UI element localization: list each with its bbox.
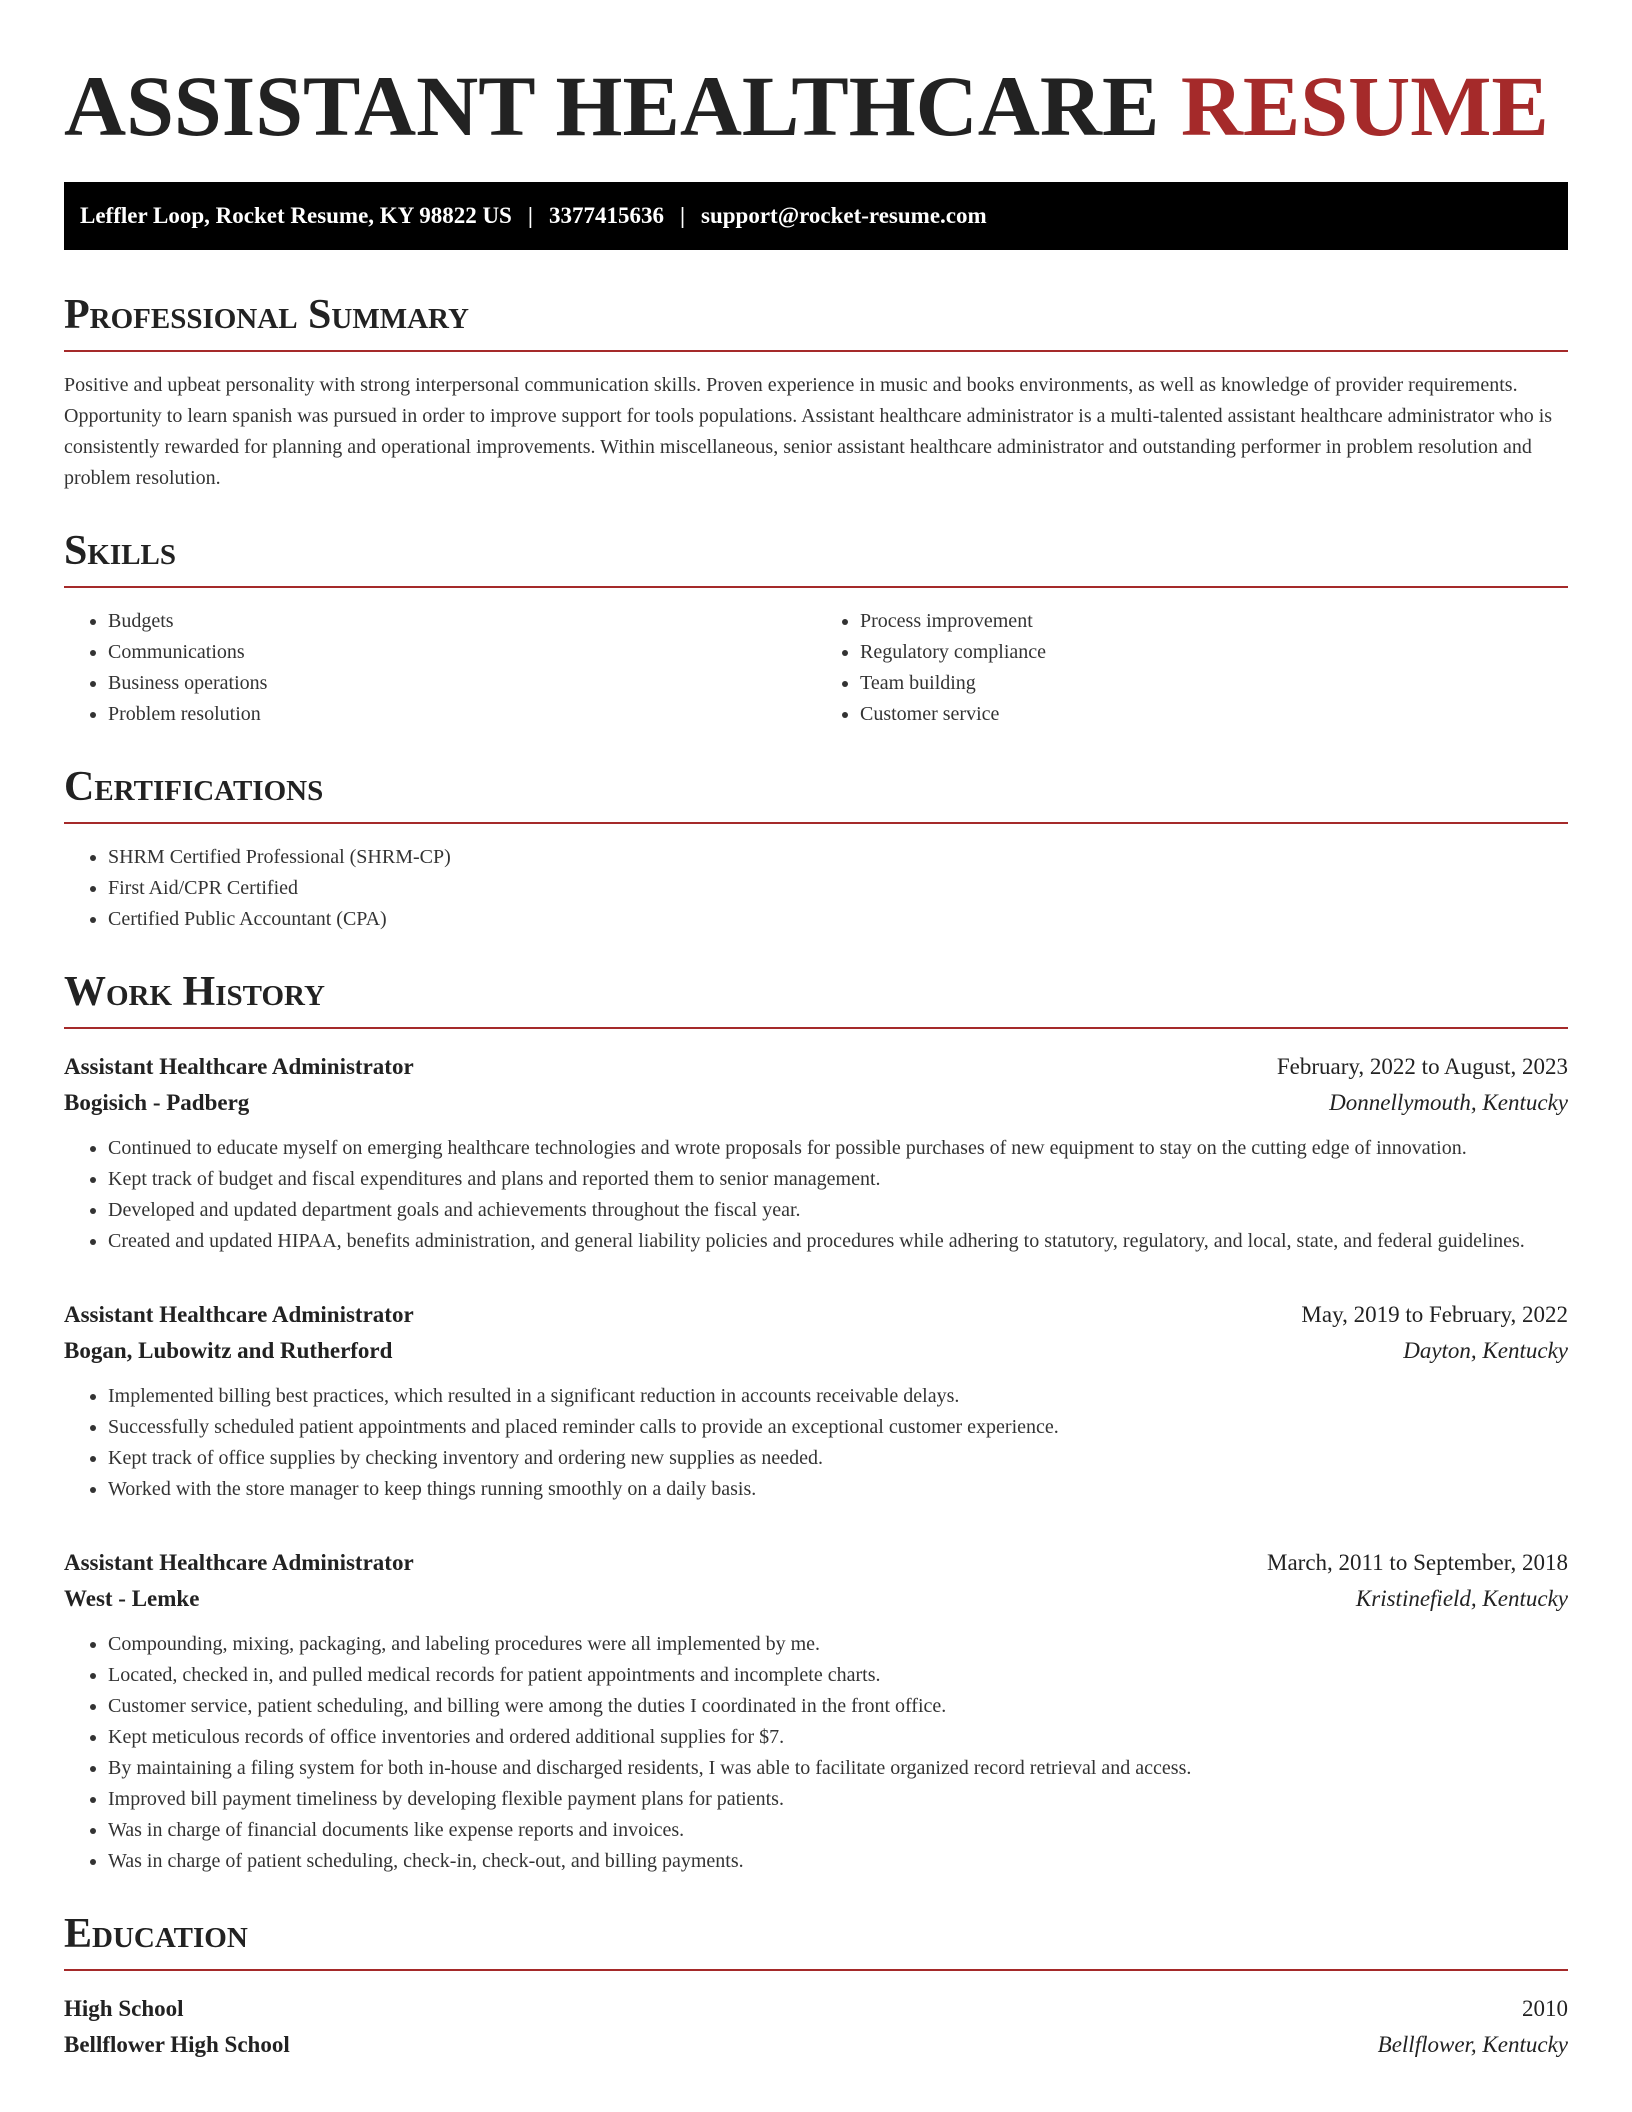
- job-bullet: • Kept track of budget and fiscal expenditures and plans and reported them to senior management.: [108, 1164, 1568, 1195]
- job-company: West - Lemke: [64, 1586, 200, 1611]
- job-dates: February, 2022 to August, 2023: [1276, 1054, 1568, 1079]
- job-company-row: [64, 1581, 1568, 1617]
- job-bullet: • Compounding, mixing, packaging, and labeling procedures were all implemented by me.: [108, 1629, 1568, 1660]
- job-bullets: [64, 1629, 1568, 1877]
- summary-text: Positive and upbeat personality with strong interpersonal communication skills. Proven experience in music and books environments, as well as knowledge of provider requirements. Opportunity to learn spanish was pursued in order to improve support for tools populations. Assistant healthcare administrator is a multi-talented assistant healthcare administrator who is consistently rewarded for planning and operational improvements. Within miscellaneous, senior assistant healthcare administrator and outstanding performer in problem resolution and problem resolution.: [64, 374, 1553, 489]
- certification-item: • Certified Public Accountant (CPA): [108, 904, 1568, 935]
- job-location: Donnellymouth, Kentucky: [1329, 1090, 1568, 1115]
- summary-section: [64, 292, 1568, 494]
- job-entry: [64, 1049, 1568, 1257]
- job-bullet: • Kept track of office supplies by checking inventory and ordering new supplies as needed.: [108, 1443, 1568, 1474]
- job-bullet: • Kept meticulous records of office inventories and ordered additional supplies for $7.: [108, 1722, 1568, 1753]
- resume-title: [64, 58, 1568, 154]
- job-dates: May, 2019 to February, 2022: [1301, 1302, 1568, 1327]
- job-company-row: [64, 1333, 1568, 1369]
- job-header-row: [64, 1545, 1568, 1581]
- section-heading-skills: Skills: [64, 528, 1568, 588]
- section-heading-summary: Professional Summary: [64, 292, 1568, 352]
- job-bullet: • Continued to educate myself on emerging healthcare technologies and wrote proposals for possible purchases of new equipment to stay on the cutting edge of innovation.: [108, 1133, 1568, 1164]
- job-bullet: • Implemented billing best practices, which resulted in a significant reduction in accounts receivable delays.: [108, 1381, 1568, 1412]
- education-school: Bellflower High School: [64, 2032, 290, 2057]
- certification-item: • First Aid/CPR Certified: [108, 873, 1568, 904]
- job-entry: [64, 1545, 1568, 1877]
- job-bullets: [64, 1133, 1568, 1257]
- job-bullet: • Customer service, patient scheduling, and billing were among the duties I coordinated in the front office.: [108, 1691, 1568, 1722]
- job-bullet: • Worked with the store manager to keep things running smoothly on a daily basis.: [108, 1474, 1568, 1505]
- contact-bar: [64, 182, 1568, 250]
- job-title: Assistant Healthcare Administrator: [64, 1550, 414, 1575]
- skill-item: • Business operations: [108, 668, 816, 699]
- contact-phone[interactable]: 3377415636: [548, 203, 664, 228]
- skill-item: • Budgets: [108, 606, 816, 637]
- skill-item: • Team building: [860, 668, 1568, 699]
- job-bullet: • By maintaining a filing system for both in-house and discharged residents, I was able to facilitate organized record retrieval and access.: [108, 1753, 1568, 1784]
- skills-section: [64, 528, 1568, 730]
- education-entry: [64, 1991, 1568, 2063]
- contact-separator: |: [527, 203, 533, 228]
- job-company-row: [64, 1085, 1568, 1121]
- skill-item: • Process improvement: [860, 606, 1568, 637]
- job-bullet: • Was in charge of financial documents like expense reports and invoices.: [108, 1815, 1568, 1846]
- contact-email[interactable]: support@rocket-resume.com: [701, 203, 987, 228]
- job-bullet: • Located, checked in, and pulled medical records for patient appointments and incomplete charts.: [108, 1660, 1568, 1691]
- education-degree-row: [64, 1991, 1568, 2027]
- skills-list-right: [816, 606, 1568, 730]
- job-dates: March, 2011 to September, 2018: [1267, 1550, 1568, 1575]
- title-main: ASSISTANT HEALTHCARE: [64, 58, 1160, 154]
- section-heading-education: Education: [64, 1911, 1568, 1971]
- education-year: 2010: [1522, 1996, 1568, 2021]
- skill-item: • Regulatory compliance: [860, 637, 1568, 668]
- title-accent: RESUME: [1180, 58, 1549, 154]
- job-bullet: • Successfully scheduled patient appointments and placed reminder calls to provide an exceptional customer experience.: [108, 1412, 1568, 1443]
- job-title: Assistant Healthcare Administrator: [64, 1302, 414, 1327]
- education-school-row: [64, 2027, 1568, 2063]
- job-bullet: • Developed and updated department goals and achievements throughout the fiscal year.: [108, 1195, 1568, 1226]
- job-title: Assistant Healthcare Administrator: [64, 1054, 414, 1079]
- skill-item: • Customer service: [860, 699, 1568, 730]
- job-header-row: [64, 1297, 1568, 1333]
- skill-item: • Problem resolution: [108, 699, 816, 730]
- skill-item: • Communications: [108, 637, 816, 668]
- contact-separator: |: [679, 203, 686, 228]
- job-entry: [64, 1297, 1568, 1505]
- certification-item: • SHRM Certified Professional (SHRM-CP): [108, 842, 1568, 873]
- job-company: Bogisich - Padberg: [64, 1090, 250, 1115]
- skills-columns: [64, 606, 1568, 730]
- certifications-section: [64, 764, 1568, 935]
- contact-address: Leffler Loop, Rocket Resume, KY 98822 US: [80, 203, 512, 228]
- education-section: [64, 1911, 1568, 2063]
- job-location: Dayton, Kentucky: [1403, 1338, 1568, 1363]
- job-bullets: [64, 1381, 1568, 1505]
- certifications-list: [64, 842, 1568, 935]
- work-history-section: [64, 969, 1568, 1877]
- job-bullet: • Was in charge of patient scheduling, check-in, check-out, and billing payments.: [108, 1846, 1568, 1877]
- section-heading-work-history: Work History: [64, 969, 1568, 1029]
- job-bullet: • Created and updated HIPAA, benefits administration, and general liability policies and procedures while adhering to statutory, regulatory, and local, state, and federal guidelines.: [108, 1226, 1568, 1257]
- skills-list-left: [64, 606, 816, 730]
- job-bullet: • Improved bill payment timeliness by developing flexible payment plans for patients.: [108, 1784, 1568, 1815]
- education-location: Bellflower, Kentucky: [1377, 2032, 1568, 2057]
- job-location: Kristinefield, Kentucky: [1355, 1586, 1568, 1611]
- job-company: Bogan, Lubowitz and Rutherford: [64, 1338, 393, 1363]
- education-degree: High School: [64, 1996, 184, 2021]
- section-heading-certifications: Certifications: [64, 764, 1568, 824]
- job-header-row: [64, 1049, 1568, 1085]
